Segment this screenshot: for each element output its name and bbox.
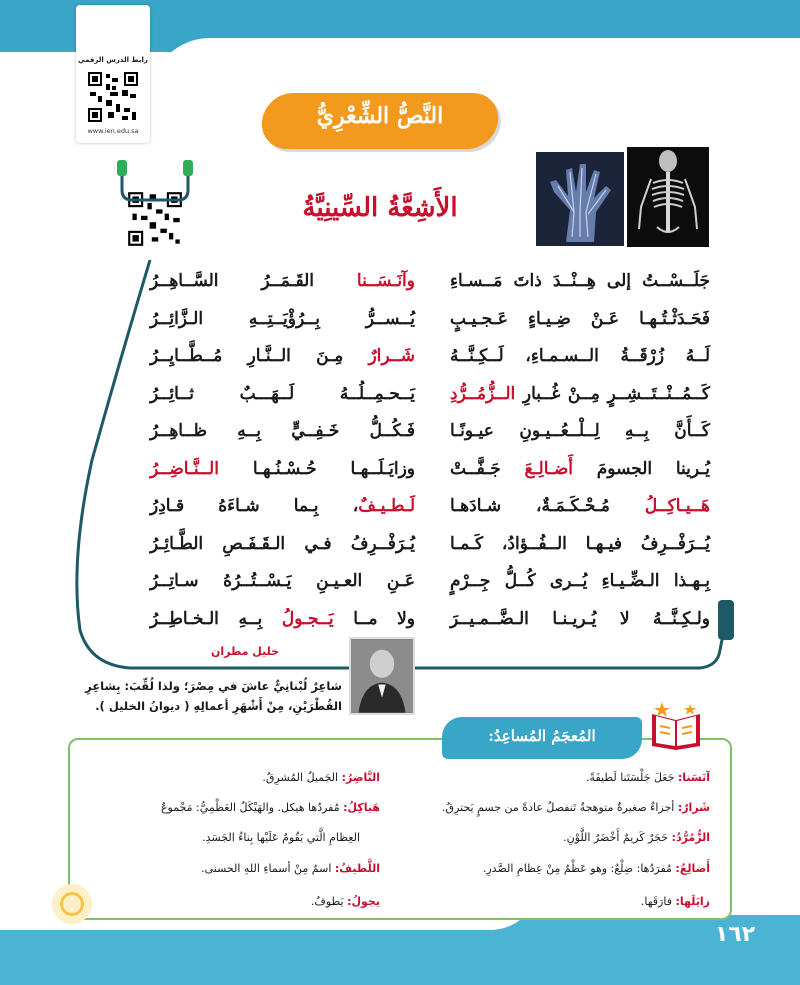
verse-second-hemistich [150,571,415,591]
glossary-entry [80,861,380,877]
glossary-term: أَضالِعُ: [675,862,710,875]
verse-text: يَــحـمِــلُــهُ لَــهَـــبٌ ثــائِــرُ [150,384,415,404]
glossary-definition: مُفرَدُها: ضِلْعٌ: وهو عَظْمٌ مِنْ عِظامِ الصَّدرِ. [482,862,676,875]
highlighted-word: الــزُّمُــرُّدِ [450,384,516,404]
glossary-entry [400,861,710,877]
verse-second-hemistich [150,421,415,441]
verse-line [150,309,710,339]
verse-text: مُـحْـكَـمَـةٌ، شـادَهـا [450,496,645,516]
glossary-term: شَرارٌ: [677,801,710,814]
glossary-definition: حَجَرٌ كَريمٌ أَخْضَرُ اللَّوْنِ. [563,831,672,844]
verse-text: كَــمُــنْــتَــشِــرٍ مِــنْ غُــبارِ [515,384,710,404]
glossary-term: زايَلَها: [675,895,710,908]
verse-line [150,459,710,489]
glossary-definition: اسمٌ مِنْ أسماءِ اللهِ الحسنى. [201,862,335,875]
poet-photo [349,637,415,715]
glossary-term: اللَّطيفُ: [334,862,380,875]
highlighted-word: أَضـالِـعَ [524,459,574,479]
verse-line [150,496,710,526]
glossary-entry [80,894,380,910]
verse-text: بِــهِ الـخـاطِــرُ [150,609,282,629]
glossary-box [68,738,732,920]
verse-first-hemistich [450,534,710,554]
highlighted-word: شَــرارٌ [368,346,415,366]
verse-text: يُـرينا الجسومَ [573,459,710,479]
verse-first-hemistich [450,421,710,441]
highlighted-word: يَــجـولُ [281,609,334,629]
verse-line [150,571,710,601]
glossary-definition: فارَقَها. [640,895,676,908]
highlighted-word: الــنَّـاضِــرُ [150,459,219,479]
verse-text: فَحَـدَثْـتُـهـا عَـنْ ضِـيـاءٍ عَـجـيـبٍ [450,309,710,329]
verse-first-hemistich [450,346,710,366]
verse-second-hemistich [150,271,415,291]
verse-text: لَــهُ زُرْقَــةُ الــسـمـاءِ، لَــكِـنَّــهُ [450,346,710,366]
verse-second-hemistich [150,346,415,366]
verse-first-hemistich [450,459,710,479]
verse-second-hemistich [150,534,415,554]
page-number: ١٦٢ [714,922,756,947]
open-book-icon [648,700,704,750]
verse-line [150,384,710,414]
verse-text: ولا مــا [333,609,415,629]
section-title: النَّصُّ الشِّعْرِيُّ [316,103,444,129]
glossary-term: هَياكِلُ: [343,801,380,814]
verse-text: يُــســرُّ بِــرُؤْيَــتِــهِ الـزَّائِــرُ [150,309,415,329]
verse-second-hemistich [150,384,415,404]
verse-text: مِـنَ الــنَّـارِ مُــطَّــايِــرُ [150,346,369,366]
verse-first-hemistich [450,384,710,404]
glossary-entry [400,800,710,816]
verse-text: يُــرَفْــرِفُ فيـهـا الــفُــؤادُ، كَـمـا [450,534,710,554]
glossary-definition: جَعَلَ جَلْسَتَنا لَطيفَةً. [586,771,678,784]
qr-card-url[interactable]: www.ien.edu.sa [87,127,139,135]
glossary-term: الزُّمُرُّدُ: [671,831,710,844]
poem-title: الأَشِعَّةُ السِّينِيَّةُ [302,193,458,223]
verse-line [150,421,710,451]
verse-first-hemistich [450,571,710,591]
glossary-entry [60,830,360,846]
verse-second-hemistich [150,309,415,329]
verse-line [150,271,710,301]
verse-second-hemistich [150,609,415,629]
verse-text: فَـكُــلُّ خَـفِــيٍّ بِــهِ ظــاهِــرُ [150,421,415,441]
qr-code-icon[interactable] [86,70,140,124]
verse-first-hemistich [450,496,710,516]
qr-card-label: رابط الدرس الرقمي [78,56,148,64]
highlighted-word: لَـطـيـفٌ [358,496,415,516]
poem-frame-cord [0,160,800,680]
verse-text: كَــأَنَّ بِــهِ لِــلْــعُــيـونِ عيـونًـا [450,421,710,441]
glossary-entry [400,894,710,910]
glossary-title: المُعجَمُ المُساعِدُ: [488,727,596,745]
glossary-definition: العِظامِ الَّتي يَقُومُ عَلَيْها بِناءُ الجَسَدِ. [202,831,360,844]
verse-text: عَـنِ العـيـنِ يَـسْــتُــرُهُ سـاتِــرُ [150,571,415,591]
verse-text: جَـفَّــتْ [450,459,525,479]
glossary-entry [400,830,710,846]
verse-line [150,534,710,564]
glossary-term: آنَسَنا: [677,771,710,784]
glossary-entry [80,800,380,816]
verse-text: يُـرَفْــرِفُ فـي الـقَـفَـصِ الطَّـائِـرُ [150,534,415,554]
highlighted-word: هَــيـاكِــلُ [644,496,710,516]
glossary-entry [400,770,710,786]
verse-text: وزايَـلَــهـا حُـسْـنُـهـا [218,459,415,479]
glossary-definition: أجزاءٌ صغيرةٌ متوهجةٌ تَنفصلُ عادةً من جسمٍ يَحترِقُ. [442,801,678,814]
verse-second-hemistich [150,459,415,479]
verse-text: ، بِـما شـاءَهُ قـادِرُ [150,496,359,516]
verse-first-hemistich [450,271,710,291]
verse-second-hemistich [150,496,415,516]
top-band-curve [150,38,800,98]
verse-line [150,609,710,639]
poet-bio: شاعِرٌ لُبْنانِيٌّ عاشَ في مِصْرَ؛ ولذا لُقِّبَ: بِشاعِرِ القُطْرَيْنِ، مِنْ أَشْهَرِ أعمالِهِ ( ديوانُ الخليل ). [85,679,342,713]
glossary-entry [80,770,380,786]
glossary-term: يجولُ: [347,895,380,908]
verse-first-hemistich [450,609,710,629]
verse-line [150,346,710,376]
glossary-definition: يَطوفُ. [310,895,348,908]
poet-name: خليل مطران [210,645,280,658]
corner-logo-icon [60,892,84,916]
verse-text: بِـهـذا الـضِّـيـاءِ يُــرى كُــلُّ جِــرْمٍ [450,571,710,591]
glossary-definition: مُفردُها هيكل. والهَيْكَلُ العَظْمِيُّ: مَجْموعُ [160,801,344,814]
verse-text: جَلَــسْــتُ إلى هِــنْــدَ ذاتَ مَــسـاءِ [450,271,710,291]
verse-text: القَـمَــرُ السَّــاهِــرُ [150,271,357,291]
verse-first-hemistich [450,309,710,329]
highlighted-word: وآنَـسَــنا [356,271,415,291]
glossary-definition: الجَميلُ المُشرِقُ. [262,771,342,784]
verse-text: ولـكِـنَّــهُ لا يُـريـنـا الـضَّــمـيــرَ [450,609,710,629]
glossary-term: النَّاضِرُ: [341,771,380,784]
